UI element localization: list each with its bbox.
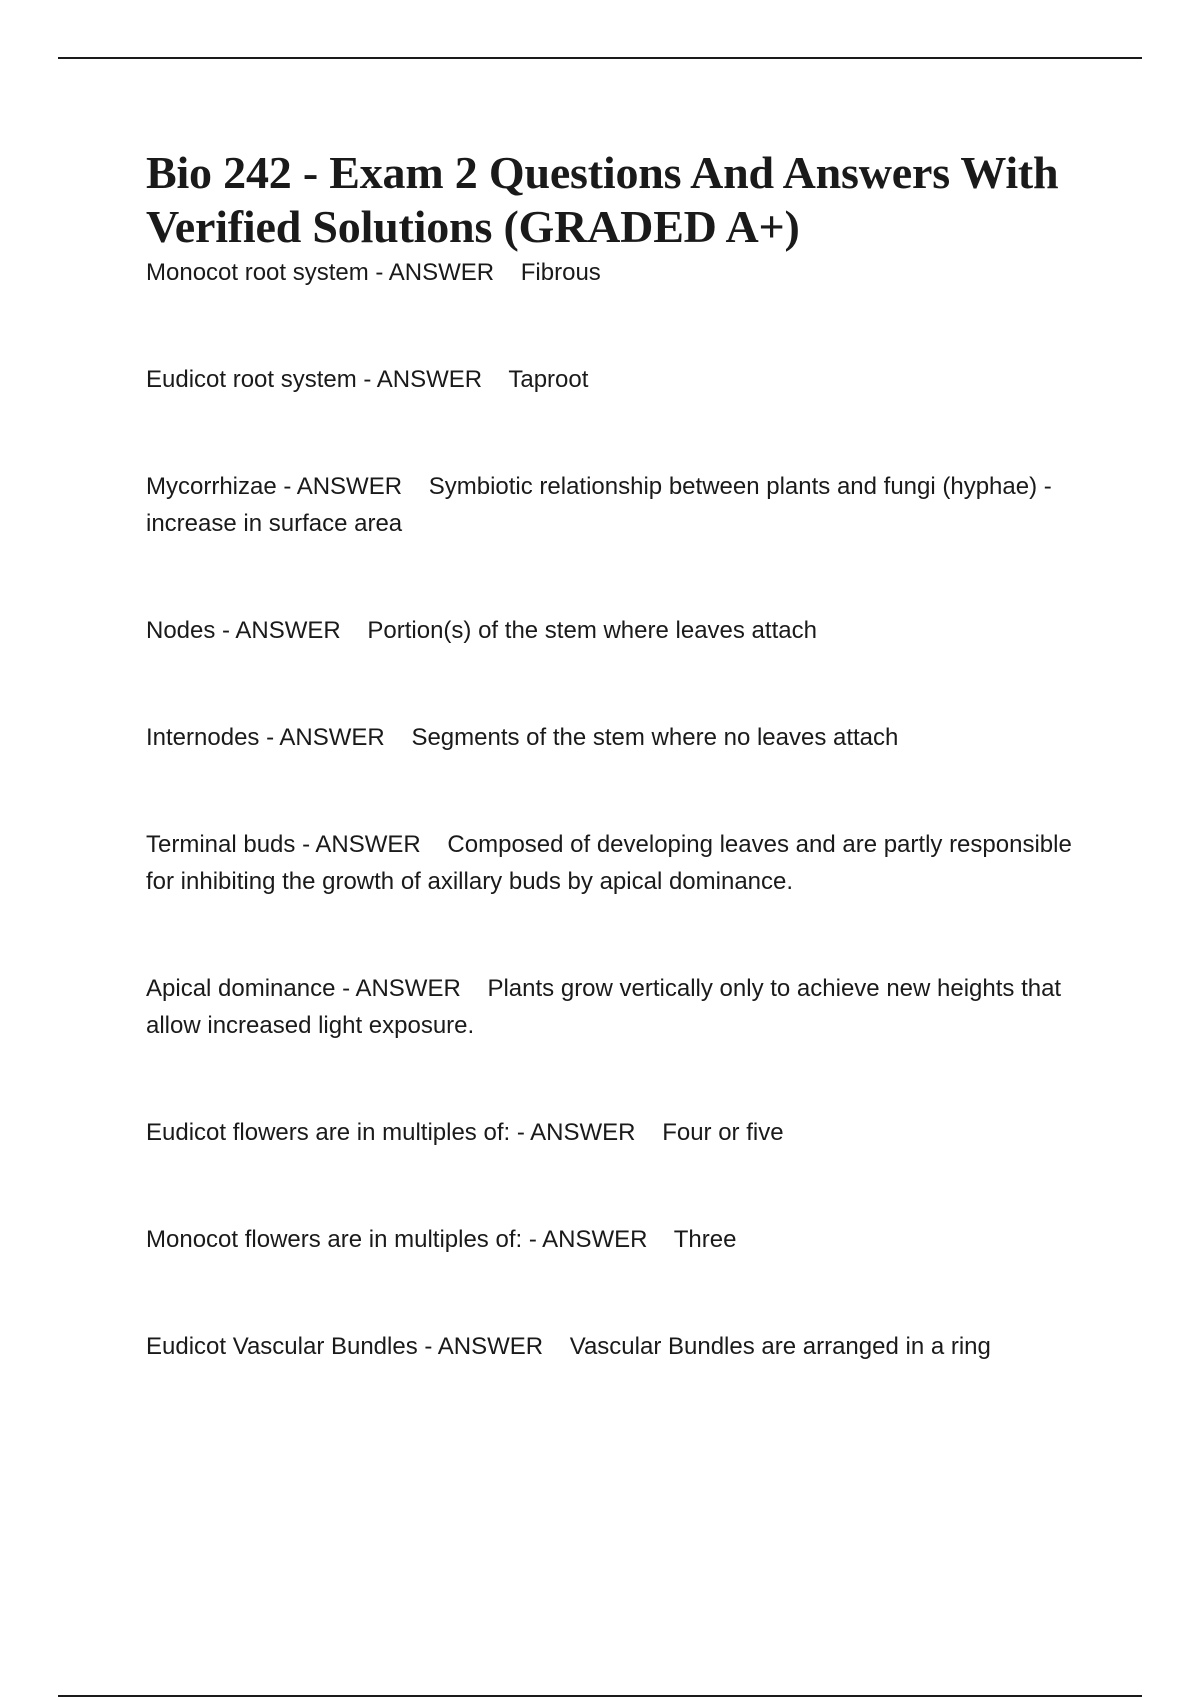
document-title: Bio 242 - Exam 2 Questions And Answers With Verified Solutions (GRADED A+) — [146, 147, 1059, 252]
question: Apical dominance — [146, 975, 336, 1002]
answer: Three — [673, 1226, 737, 1253]
answer: Four or five — [662, 1119, 784, 1146]
qa-item — [146, 361, 1096, 398]
answer-separator: - ANSWER — [259, 724, 412, 751]
question: Nodes — [146, 617, 216, 644]
answer-separator: - ANSWER — [510, 1119, 663, 1146]
answer: Symbiotic relationship between plants and fungi (hyphae) - increase in surface area — [146, 473, 1052, 537]
answer-separator: - ANSWER — [417, 1333, 570, 1360]
bottom-rule — [58, 1695, 1142, 1697]
answer-separator: - ANSWER — [276, 473, 429, 500]
qa-item — [146, 612, 1096, 649]
answer-separator: - ANSWER — [522, 1226, 674, 1253]
qa-list — [146, 254, 1096, 1365]
question: Eudicot root system — [146, 366, 357, 393]
answer-separator: - ANSWER — [368, 259, 521, 286]
qa-item — [146, 468, 1096, 542]
question: Eudicot flowers are in multiples of: — [146, 1119, 511, 1146]
answer: Composed of developing leaves and are partly responsible for inhibiting the growth of axillary buds by apical dominance. — [146, 831, 1072, 895]
question: Terminal buds — [146, 831, 296, 858]
qa-item — [146, 1114, 1096, 1151]
question: Monocot root system — [146, 259, 369, 286]
answer: Segments of the stem where no leaves attach — [411, 724, 899, 751]
answer: Taproot — [508, 366, 589, 393]
answer-separator: - ANSWER — [335, 975, 488, 1002]
top-rule — [58, 57, 1142, 59]
answer: Fibrous — [520, 259, 601, 286]
answer: Plants grow vertically only to achieve new heights that allow increased light exposure. — [146, 975, 1062, 1039]
question: Monocot flowers are in multiples of: — [146, 1226, 523, 1253]
question: Internodes — [146, 724, 260, 751]
qa-item — [146, 970, 1096, 1044]
question: Eudicot Vascular Bundles — [146, 1333, 418, 1360]
answer-separator: - ANSWER — [295, 831, 448, 858]
answer-separator: - ANSWER — [356, 366, 509, 393]
qa-item — [146, 826, 1096, 900]
qa-item — [146, 719, 1096, 756]
qa-item — [146, 254, 1096, 291]
qa-item — [146, 1328, 1096, 1365]
page-content — [146, 146, 1096, 1365]
answer: Vascular Bundles are arranged in a ring — [569, 1333, 991, 1360]
qa-item — [146, 1221, 1096, 1258]
answer: Portion(s) of the stem where leaves attach — [367, 617, 817, 644]
question: Mycorrhizae — [146, 473, 277, 500]
answer-separator: - ANSWER — [215, 617, 368, 644]
